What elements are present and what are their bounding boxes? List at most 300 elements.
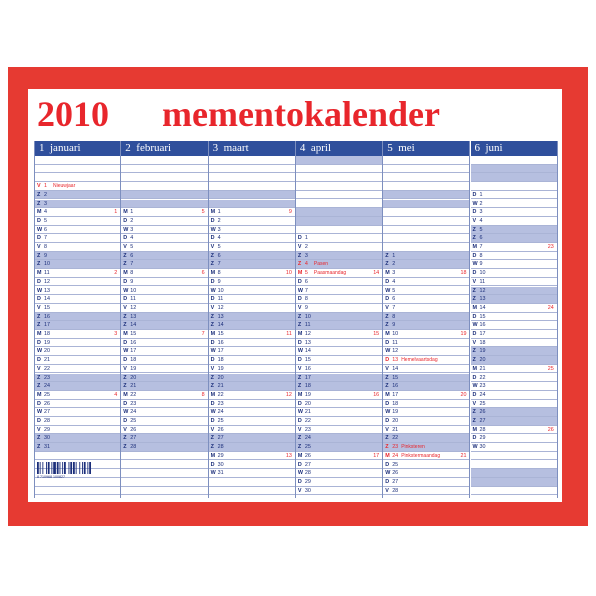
empty-row	[383, 226, 469, 235]
weekday-letter: V	[297, 487, 302, 494]
day-number: 19	[304, 391, 311, 398]
weekday-letter: Z	[37, 313, 41, 320]
day-number: 25	[304, 444, 311, 451]
weekday-letter: D	[472, 270, 477, 277]
day-number: 7	[44, 235, 47, 242]
weekday-letter: V	[472, 400, 477, 407]
day-number: 12	[217, 304, 224, 311]
day-row	[471, 208, 557, 217]
empty-row	[121, 452, 207, 461]
weekday-letter: Z	[385, 261, 389, 268]
weekday-letter: Z	[37, 435, 41, 442]
day-number: 16	[44, 313, 50, 320]
weekday-letter: D	[123, 235, 128, 242]
month-number: 4	[299, 142, 306, 154]
empty-row	[383, 208, 469, 217]
day-number: 2	[44, 191, 47, 198]
weekday-letter: D	[210, 418, 215, 424]
day-row	[296, 487, 382, 496]
day-row	[383, 313, 469, 322]
week-number: 14	[373, 270, 380, 277]
day-row	[383, 365, 469, 374]
day-row	[209, 339, 295, 348]
day-row	[296, 295, 382, 304]
weekday-letter: Z	[297, 444, 302, 451]
month-name: maart	[223, 142, 249, 154]
weekday-letter: D	[123, 339, 128, 346]
empty-row	[209, 487, 295, 496]
day-number: 23	[392, 444, 399, 451]
week-number: 9	[288, 209, 292, 216]
month-name: mei	[398, 142, 415, 154]
empty-row	[471, 173, 557, 182]
empty-row	[471, 452, 557, 461]
weekday-letter: D	[297, 357, 302, 364]
day-number: 22	[479, 374, 486, 381]
weekday-letter: W	[123, 287, 129, 294]
day-number: 31	[44, 444, 50, 451]
week-number: 4	[114, 391, 118, 398]
day-row	[471, 330, 557, 339]
weekday-letter: D	[297, 296, 302, 303]
day-row	[471, 313, 557, 322]
holiday-label: Pinksteren	[401, 444, 425, 451]
day-row	[296, 391, 382, 400]
day-row	[296, 278, 382, 287]
week-number: 3	[114, 331, 118, 337]
weekday-letter: W	[385, 287, 391, 294]
day-row	[296, 382, 382, 391]
weekday-letter: D	[210, 357, 215, 364]
holiday-label: Hemelvaartsdag	[401, 357, 438, 364]
weekday-letter: W	[385, 470, 391, 477]
day-number: 12	[479, 287, 486, 294]
day-number: 19	[130, 365, 137, 372]
month-column-mei	[383, 141, 470, 498]
weekday-letter: Z	[385, 252, 389, 259]
empty-row	[35, 173, 120, 182]
day-number: 17	[479, 331, 486, 337]
day-number: 10	[44, 261, 50, 268]
day-row	[471, 243, 557, 252]
weekday-letter: D	[297, 339, 302, 346]
weekday-letter: W	[123, 409, 129, 416]
barcode-bar	[73, 462, 75, 474]
day-number: 28	[217, 444, 224, 451]
empty-row	[209, 156, 295, 165]
month-number: 6	[474, 142, 480, 154]
empty-row	[209, 165, 295, 174]
day-number: 26	[392, 470, 399, 477]
empty-row	[121, 461, 207, 470]
weekday-letter: Z	[472, 348, 476, 355]
day-number: 15	[217, 331, 224, 337]
weekday-letter: W	[210, 470, 216, 477]
day-number: 18	[130, 357, 137, 364]
day-number: 15	[44, 304, 50, 311]
day-number: 4	[130, 235, 134, 242]
day-number: 16	[392, 383, 399, 390]
holiday-label: Pasen	[313, 261, 329, 268]
day-number: 12	[392, 348, 399, 355]
week-number: 18	[460, 270, 467, 277]
weekday-letter: M	[385, 391, 390, 398]
day-row	[383, 434, 469, 443]
day-number: 6	[479, 235, 483, 242]
weekday-letter: W	[297, 348, 303, 355]
day-row	[296, 347, 382, 356]
day-row	[209, 408, 295, 417]
day-row	[471, 226, 557, 235]
day-number: 29	[304, 478, 311, 485]
day-number: 15	[479, 313, 486, 320]
weekday-letter: V	[123, 244, 127, 250]
weekday-letter: V	[297, 244, 302, 250]
day-number: 23	[130, 400, 137, 407]
day-row	[383, 304, 469, 313]
day-row	[35, 269, 120, 278]
day-row	[121, 339, 207, 348]
weekday-letter: D	[37, 217, 41, 224]
day-row	[383, 295, 469, 304]
weekday-letter: Z	[123, 435, 127, 442]
day-row	[121, 321, 207, 330]
day-row	[35, 295, 120, 304]
day-number: 9	[217, 278, 221, 285]
day-number: 10	[392, 331, 399, 337]
day-row	[209, 217, 295, 226]
day-row	[35, 252, 120, 261]
day-number: 7	[304, 287, 308, 294]
day-row	[35, 217, 120, 226]
weekday-letter: Z	[297, 435, 302, 442]
weekday-letter: Z	[297, 252, 302, 259]
day-row	[35, 400, 120, 409]
day-number: 10	[130, 287, 137, 294]
day-number: 16	[217, 339, 224, 346]
day-number: 6	[44, 226, 47, 233]
week-number: 2	[114, 270, 118, 277]
weekday-letter: V	[472, 278, 477, 285]
weekday-letter: D	[472, 191, 477, 198]
weekday-letter: M	[385, 331, 390, 337]
weekday-letter: Z	[37, 383, 41, 390]
day-row	[121, 356, 207, 365]
weekday-letter: Z	[37, 322, 41, 329]
day-number: 8	[217, 270, 221, 277]
empty-row	[121, 200, 207, 209]
day-number: 24	[304, 435, 311, 442]
empty-row	[296, 182, 382, 191]
barcode-bar	[40, 462, 41, 474]
day-row	[471, 443, 557, 452]
day-number: 22	[44, 365, 50, 372]
empty-row	[471, 182, 557, 191]
weekday-letter: Z	[210, 374, 214, 381]
day-row	[383, 330, 469, 339]
day-row	[383, 400, 469, 409]
weekday-letter: M	[210, 331, 216, 337]
empty-row	[383, 217, 469, 226]
day-row	[471, 278, 557, 287]
weekday-letter: W	[385, 409, 391, 416]
day-number: 4	[217, 235, 221, 242]
day-number: 14	[479, 304, 486, 311]
week-number: 17	[373, 452, 380, 459]
day-number: 23	[44, 374, 50, 381]
barcode-bar	[82, 462, 83, 474]
week-number: 21	[460, 452, 467, 459]
day-number: 5	[479, 226, 483, 233]
empty-row	[383, 243, 469, 252]
empty-row	[209, 200, 295, 209]
day-number: 7	[130, 261, 134, 268]
day-row	[121, 400, 207, 409]
weekday-letter: M	[123, 270, 128, 277]
weekday-letter: D	[37, 339, 41, 346]
weekday-letter: D	[37, 400, 41, 407]
empty-row	[296, 200, 382, 209]
day-number: 29	[479, 435, 486, 442]
weekday-letter: W	[472, 322, 478, 329]
day-row	[35, 339, 120, 348]
barcode-bar	[60, 462, 61, 474]
empty-row	[35, 452, 120, 461]
day-row	[209, 400, 295, 409]
weekday-letter: D	[210, 235, 215, 242]
day-row	[471, 347, 557, 356]
weekday-letter: D	[123, 296, 128, 303]
weekday-letter: M	[472, 304, 477, 311]
day-number: 10	[217, 287, 224, 294]
barcode-bar	[89, 462, 91, 474]
day-number: 8	[44, 244, 47, 250]
day-number: 3	[304, 252, 308, 259]
day-number: 6	[130, 252, 134, 259]
weekday-letter: W	[297, 409, 303, 416]
weekday-letter: D	[385, 296, 390, 303]
empty-row	[296, 165, 382, 174]
day-number: 28	[479, 426, 486, 433]
day-row	[35, 278, 120, 287]
day-row	[383, 452, 469, 461]
day-number: 26	[304, 452, 311, 459]
week-number: 26	[547, 426, 554, 433]
weekday-letter: M	[37, 270, 42, 277]
barcode-bar	[70, 462, 72, 474]
day-row	[296, 243, 382, 252]
month-header	[296, 141, 382, 156]
day-number: 2	[479, 200, 483, 207]
day-number: 20	[44, 348, 50, 355]
day-number: 1	[217, 209, 221, 216]
empty-row	[296, 156, 382, 165]
calendar-sheet	[28, 89, 562, 502]
day-number: 9	[304, 304, 308, 311]
day-number: 6	[304, 278, 308, 285]
day-number: 27	[479, 418, 486, 424]
barcode-bar	[42, 462, 43, 474]
empty-row	[121, 487, 207, 496]
day-number: 9	[130, 278, 134, 285]
day-number: 8	[479, 252, 483, 259]
day-number: 26	[130, 426, 137, 433]
day-row	[35, 434, 120, 443]
day-number: 21	[130, 383, 137, 390]
weekday-letter: V	[297, 304, 302, 311]
day-number: 12	[44, 278, 50, 285]
day-number: 18	[217, 357, 224, 364]
day-row	[121, 347, 207, 356]
weekday-letter: W	[37, 226, 43, 233]
day-number: 13	[44, 287, 50, 294]
weekday-letter: M	[210, 270, 216, 277]
month-name: juni	[485, 142, 503, 154]
week-number: 19	[460, 331, 467, 337]
weekday-letter: D	[37, 296, 41, 303]
day-number: 22	[392, 435, 399, 442]
weekday-letter: D	[123, 278, 128, 285]
weekday-letter: W	[37, 409, 43, 416]
day-row	[209, 208, 295, 217]
day-row	[35, 330, 120, 339]
empty-row	[209, 182, 295, 191]
day-row	[209, 417, 295, 426]
day-number: 4	[44, 209, 47, 216]
weekday-letter: D	[123, 400, 128, 407]
day-row	[383, 260, 469, 269]
weekday-letter: Z	[210, 444, 214, 451]
day-row	[383, 339, 469, 348]
weekday-letter: D	[472, 209, 477, 216]
day-row	[296, 304, 382, 313]
day-row	[383, 374, 469, 383]
weekday-letter: M	[297, 391, 303, 398]
day-number: 19	[392, 409, 399, 416]
day-row	[209, 260, 295, 269]
day-row	[471, 260, 557, 269]
day-number: 5	[44, 217, 47, 224]
barcode-bar	[87, 462, 88, 474]
weekday-letter: Z	[297, 261, 302, 268]
day-row	[471, 191, 557, 200]
empty-row	[383, 200, 469, 209]
empty-row	[35, 165, 120, 174]
month-column-februari	[121, 141, 208, 498]
day-number: 17	[130, 348, 137, 355]
weekday-letter: Z	[297, 313, 302, 320]
day-number: 5	[217, 244, 221, 250]
weekday-letter: M	[123, 331, 128, 337]
weekday-letter: D	[210, 400, 215, 407]
weekday-letter: V	[37, 304, 41, 311]
week-number: 8	[201, 391, 205, 398]
month-header	[471, 141, 557, 156]
day-number: 22	[130, 391, 137, 398]
weekday-letter: Z	[210, 252, 214, 259]
weekday-letter: D	[472, 252, 477, 259]
day-row	[35, 313, 120, 322]
title-name: mementokalender	[162, 94, 440, 134]
weekday-letter: Z	[37, 444, 41, 451]
holiday-label: Paasmaandag	[313, 270, 347, 277]
day-row	[35, 408, 120, 417]
day-number: 1	[130, 209, 134, 216]
weekday-letter: D	[37, 418, 41, 424]
day-row	[35, 443, 120, 452]
day-row	[383, 321, 469, 330]
barcode-bar	[84, 462, 86, 474]
weekday-letter: Z	[472, 409, 476, 416]
day-row	[121, 330, 207, 339]
weekday-letter: D	[297, 235, 302, 242]
day-number: 2	[130, 217, 134, 224]
day-number: 13	[217, 313, 224, 320]
day-row	[35, 182, 120, 191]
day-row	[121, 374, 207, 383]
weekday-letter: W	[210, 409, 216, 416]
day-row	[471, 287, 557, 296]
day-number: 21	[304, 409, 311, 416]
empty-row	[35, 487, 120, 496]
day-number: 23	[479, 383, 486, 390]
empty-row	[35, 478, 120, 487]
weekday-letter: D	[37, 357, 41, 364]
barcode-bar	[48, 462, 50, 474]
day-number: 18	[44, 331, 50, 337]
weekday-letter: W	[472, 383, 478, 390]
day-number: 27	[44, 409, 50, 416]
day-number: 19	[479, 348, 486, 355]
weekday-letter: D	[472, 391, 477, 398]
day-row	[35, 234, 120, 243]
day-number: 30	[479, 444, 486, 451]
weekday-letter: D	[37, 278, 41, 285]
barcode-bar	[69, 462, 70, 474]
weekday-letter: Z	[472, 296, 476, 303]
day-number: 1	[44, 183, 47, 190]
day-number: 12	[130, 304, 137, 311]
day-row	[383, 287, 469, 296]
day-row	[296, 260, 382, 269]
day-row	[209, 234, 295, 243]
day-row	[209, 330, 295, 339]
weekday-letter: Z	[37, 374, 41, 381]
day-row	[121, 234, 207, 243]
week-number: 20	[460, 391, 467, 398]
day-number: 19	[44, 339, 50, 346]
day-number: 27	[392, 478, 399, 485]
day-number: 28	[304, 470, 311, 477]
barcode-bar	[79, 462, 80, 474]
day-row	[121, 252, 207, 261]
calendar-grid	[34, 141, 558, 498]
weekday-letter: D	[472, 331, 477, 337]
month-number: 5	[387, 142, 393, 154]
weekday-letter: M	[123, 209, 128, 216]
day-row	[471, 234, 557, 243]
day-row	[471, 252, 557, 261]
empty-row	[121, 478, 207, 487]
day-number: 28	[44, 418, 50, 424]
holiday-label: Nieuwjaar	[53, 183, 76, 190]
weekday-letter: V	[472, 217, 477, 224]
empty-row	[383, 165, 469, 174]
weekday-letter: Z	[385, 313, 389, 320]
weekday-letter: W	[123, 226, 129, 233]
day-row	[296, 313, 382, 322]
weekday-letter: M	[297, 331, 303, 337]
